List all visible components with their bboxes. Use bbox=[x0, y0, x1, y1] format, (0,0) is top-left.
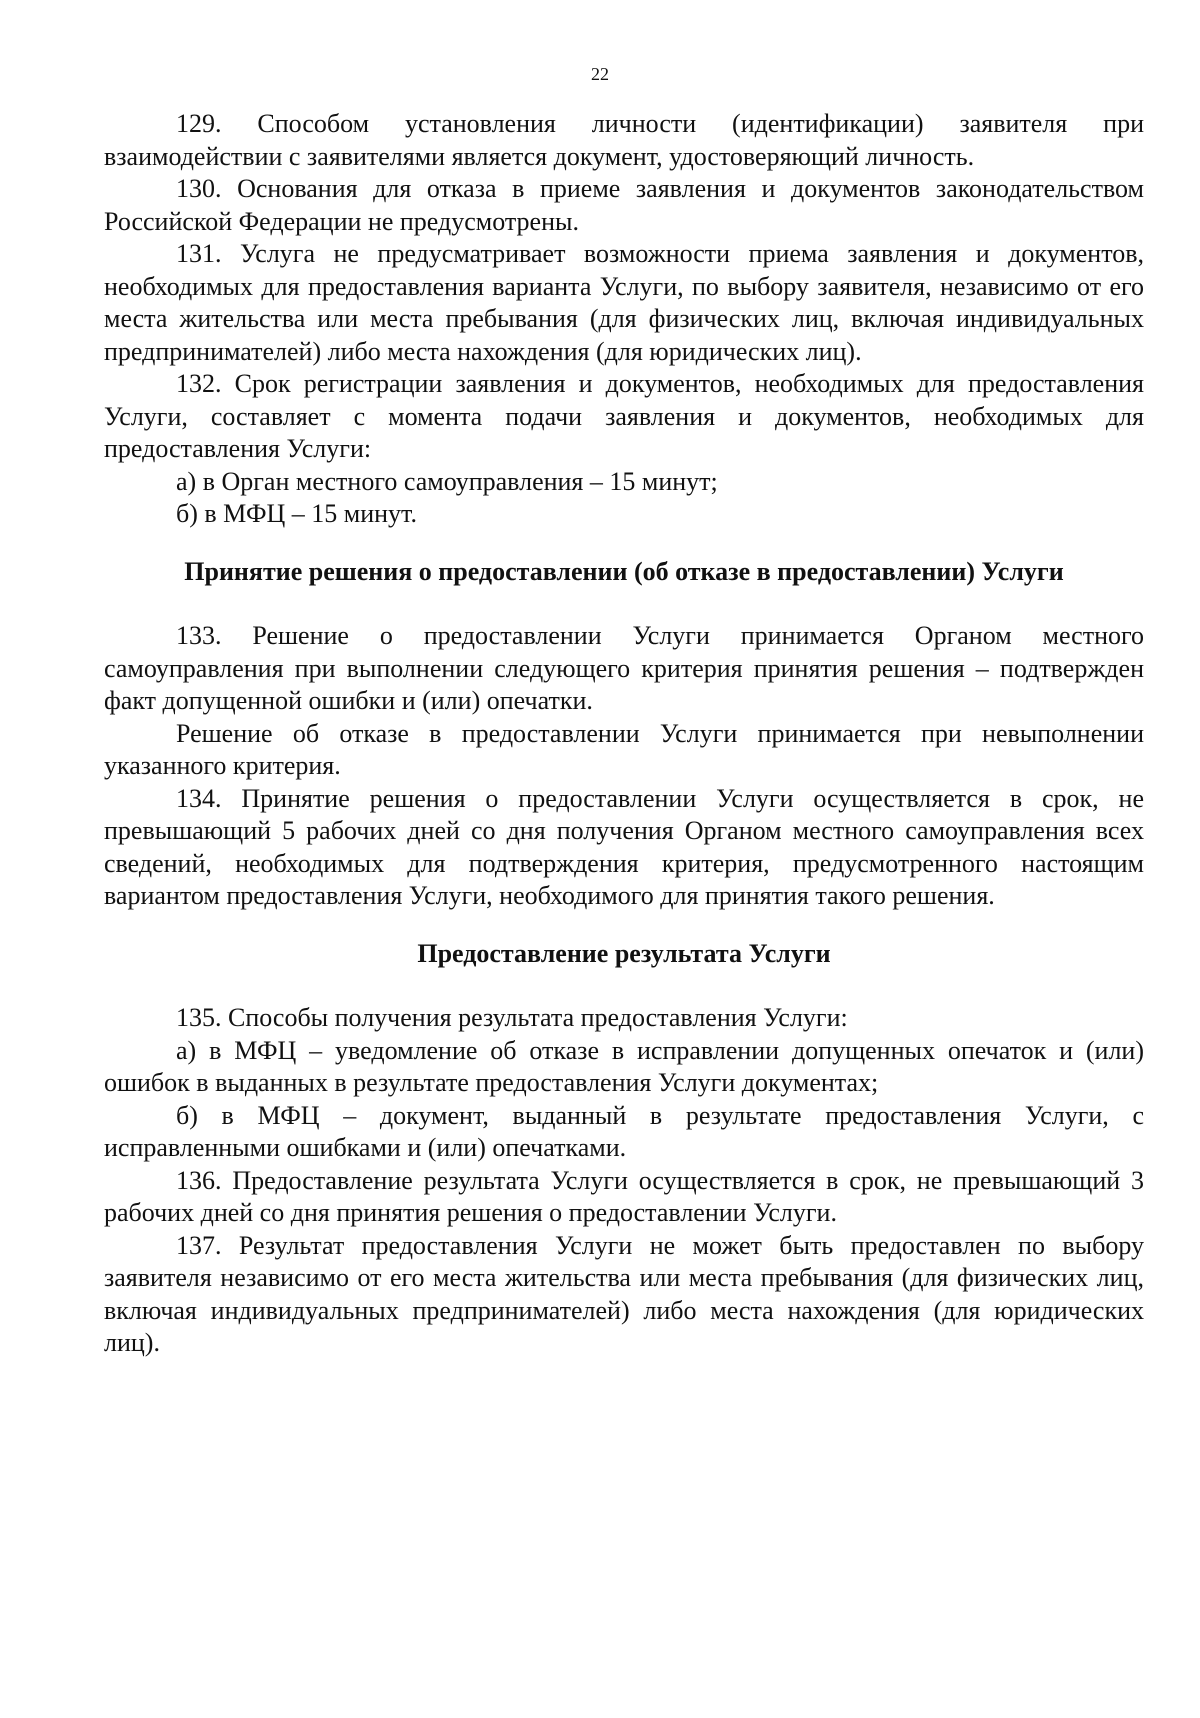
page-number: 22 bbox=[591, 64, 609, 84]
paragraph-134: 134. Принятие решения о предоставлении Услуги осуществляется в срок, не превышающий 5 рабочих дней со дня получения Органом местного самоуправления всех сведений, необходимых для подтверждения критерия, предусмотренного настоящим вариантом предоставления Услуги, необходимого для принятия такого решения. bbox=[104, 783, 1144, 910]
paragraph-136: 136. Предоставление результата Услуги осуществляется в срок, не превышающий 3 рабочих дней со дня принятия решения о предоставлении Услуги. bbox=[104, 1165, 1144, 1227]
paragraph-137: 137. Результат предоставления Услуги не может быть предоставлен по выбору заявителя независимо от его места жительства или места пребывания (для физических лиц, включая индивидуальных предпринимателей) либо места нахождения (для юридических лиц). bbox=[104, 1230, 1144, 1357]
paragraph-132: 132. Срок регистрации заявления и документов, необходимых для предоставления Услуги, составляет с момента подачи заявления и документов, необходимых для предоставления Услуги: bbox=[104, 369, 1144, 463]
spacer bbox=[104, 588, 1144, 620]
paragraph-132-b: б) в МФЦ – 15 минут. bbox=[176, 499, 417, 528]
paragraph-133-refusal: Решение об отказе в предоставлении Услуги принимается при невыполнении указанного критерия. bbox=[104, 718, 1144, 780]
paragraph-135: 135. Способы получения результата предоставления Услуги: bbox=[176, 1003, 848, 1032]
section-heading-result: Предоставление результата Услуги bbox=[417, 938, 831, 968]
paragraph-132-a: а) в Орган местного самоуправления – 15 минут; bbox=[176, 466, 718, 496]
paragraph-131: 131. Услуга не предусматривает возможности приема заявления и документов, необходимых для предоставления варианта Услуги, по выбору заявителя, независимо от его места жительства или места пребывания (для физических лиц, включая индивидуальных предпринимателей) либо места нахождения (для юридических лиц). bbox=[104, 239, 1144, 366]
paragraph-135-b: б) в МФЦ – документ, выданный в результате предоставления Услуги, с исправленными ошибками и (или) опечатками. bbox=[104, 1100, 1144, 1162]
document-body bbox=[104, 108, 1144, 1360]
spacer bbox=[104, 531, 1144, 556]
paragraph-130: 130. Основания для отказа в приеме заявления и документов законодательством Российской Федерации не предусмотрены. bbox=[104, 174, 1144, 236]
spacer bbox=[104, 970, 1144, 1002]
paragraph-133: 133. Решение о предоставлении Услуги принимается Органом местного самоуправления при выполнении следующего критерия принятия решения – подтвержден факт допущенной ошибки и (или) опечатки. bbox=[104, 621, 1144, 715]
paragraph-135-a: а) в МФЦ – уведомление об отказе в исправлении допущенных опечаток и (или) ошибок в выданных в результате предоставления Услуги документах; bbox=[104, 1035, 1144, 1097]
paragraph-129: 129. Способом установления личности (идентификации) заявителя при взаимодействии с заявителями является документ, удостоверяющий личность. bbox=[104, 109, 1144, 171]
spacer bbox=[104, 913, 1144, 938]
section-heading-decision: Принятие решения о предоставлении (об отказе в предоставлении) Услуги bbox=[184, 556, 1064, 586]
